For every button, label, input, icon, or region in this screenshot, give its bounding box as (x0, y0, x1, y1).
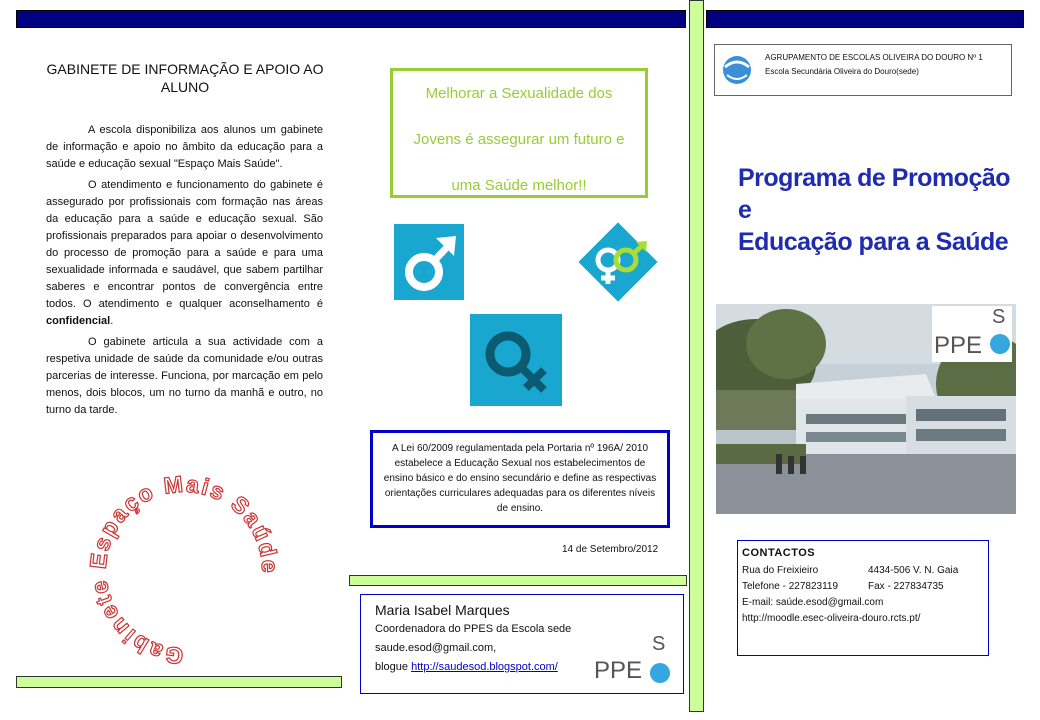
quote-line-1: Melhorar a Sexualidade dos (425, 85, 613, 102)
spiral-text: Gabinete Espaço Mais Saúde (84, 470, 284, 670)
coordinator-email: saude.esod@gmail.com, (375, 642, 497, 654)
photo-ppes-logo-s: S (992, 306, 1006, 328)
address-row (742, 563, 984, 579)
signature-box (360, 594, 684, 694)
male-symbol-icon (394, 224, 464, 300)
ppes-logo-text: PPE (594, 657, 643, 684)
svg-text:Gabinete Espaço Mais Saúde (85, 470, 284, 669)
school-logo-icon (721, 53, 753, 87)
top-bar-left (16, 10, 686, 28)
school-header-line-1: AGRUPAMENTO DE ESCOLAS OLIVEIRA DO DOURO Nº 1 (765, 53, 983, 62)
date-label: 14 de Setembro/2012 (562, 544, 659, 555)
address-postal: 4434-506 V. N. Gaia (868, 565, 959, 576)
coordinator-role: Coordenadora do PPES da Escola sede (375, 623, 572, 635)
confidencial-word: confidencial (46, 315, 111, 327)
phone-number: Telefone - 227823119 (742, 581, 839, 592)
blog-link[interactable]: http://saudesod.blogspot.com/ (411, 661, 558, 673)
contacts-box (737, 540, 989, 656)
female-symbol-icon (470, 314, 562, 406)
school-header-line-2: Escola Secundária Oliveira do Douro(sede) (765, 67, 919, 76)
fax-number: Fax - 227834735 (868, 581, 944, 592)
school-photo (716, 304, 1016, 514)
law-box: A Lei 60/2009 regulamentada pela Portaria nº 196A/ 2010 estabelece a Educação Sexual nos estabelecimentos de ensino básico e do ensino secundário e define as respectivas orientações curriculares adequadas para os diferentes níveis de ensino. (370, 430, 670, 528)
paragraph-3: O gabinete articula a sua actividade com a respetiva unidade de saúde da comunidade e/ou outras parcerias de interesse. Funciona, por marcação em pelo menos, dois blocos, um no turno da manhã e outro, no turno da tarde. (46, 336, 323, 416)
quote-box (390, 68, 648, 198)
fold-divider (689, 0, 704, 712)
ppes-logo (594, 635, 678, 691)
blog-label: blogue (375, 661, 412, 673)
paragraph-2-text: O atendimento e funcionamento do gabinete é assegurado por profissionais com formação nas áreas da educação para a saúde e educação sexual. São profissionais preparados para apoiar o desenvolvimento do processo de promoção para a saúde e para uma sexualidade informada e saudável, que sabem partilhar saberes e encontrar pontos de convergência entre todos. O atendimento e qualquer aconselhamento é (46, 179, 323, 310)
couple-symbol-icon (576, 220, 660, 304)
bottom-bar-middle (349, 575, 687, 586)
paragraph-2 (46, 177, 323, 330)
address-street: Rua do Freixieiro (742, 565, 819, 576)
program-title-line-1: Programa de Promoção e (738, 164, 1011, 224)
coordinator-name: Maria Isabel Marques (375, 602, 510, 618)
quote-line-2: Jovens é assegurar um futuro e (413, 131, 625, 148)
contact-url: http://moodle.esec-oliveira-douro.rcts.pt/ (742, 613, 921, 624)
top-bar-right (706, 10, 1024, 28)
program-title (738, 162, 1022, 258)
photo-ppes-logo (932, 306, 1012, 362)
contacts-title: CONTACTOS (742, 547, 816, 559)
school-header-box (714, 44, 1012, 96)
bottom-bar-left (16, 676, 342, 688)
photo-ppes-logo-text: PPE (934, 332, 983, 359)
quote-line-3: uma Saúde melhor!! (451, 177, 587, 194)
spiral-wordart (84, 470, 284, 670)
paragraph-2-end: . (110, 315, 114, 327)
phone-row (742, 579, 984, 595)
paragraph-1: A escola disponibiliza aos alunos um gabinete de informação e apoio no âmbito da educação para a saúde e educação sexual "Espaço Mais Saúde". (46, 124, 323, 170)
contact-email: E-mail: saúde.esod@gmail.com (742, 597, 884, 608)
ppes-logo-s: S (652, 633, 666, 655)
gabinete-description (46, 122, 323, 423)
program-title-line-2: Educação para a Saúde (738, 228, 1009, 256)
gabinete-heading: GABINETE DE INFORMAÇÃO E APOIO AO ALUNO (46, 61, 324, 95)
photo-ppes-logo-dot (990, 334, 1010, 354)
ppes-logo-dot (650, 663, 670, 683)
